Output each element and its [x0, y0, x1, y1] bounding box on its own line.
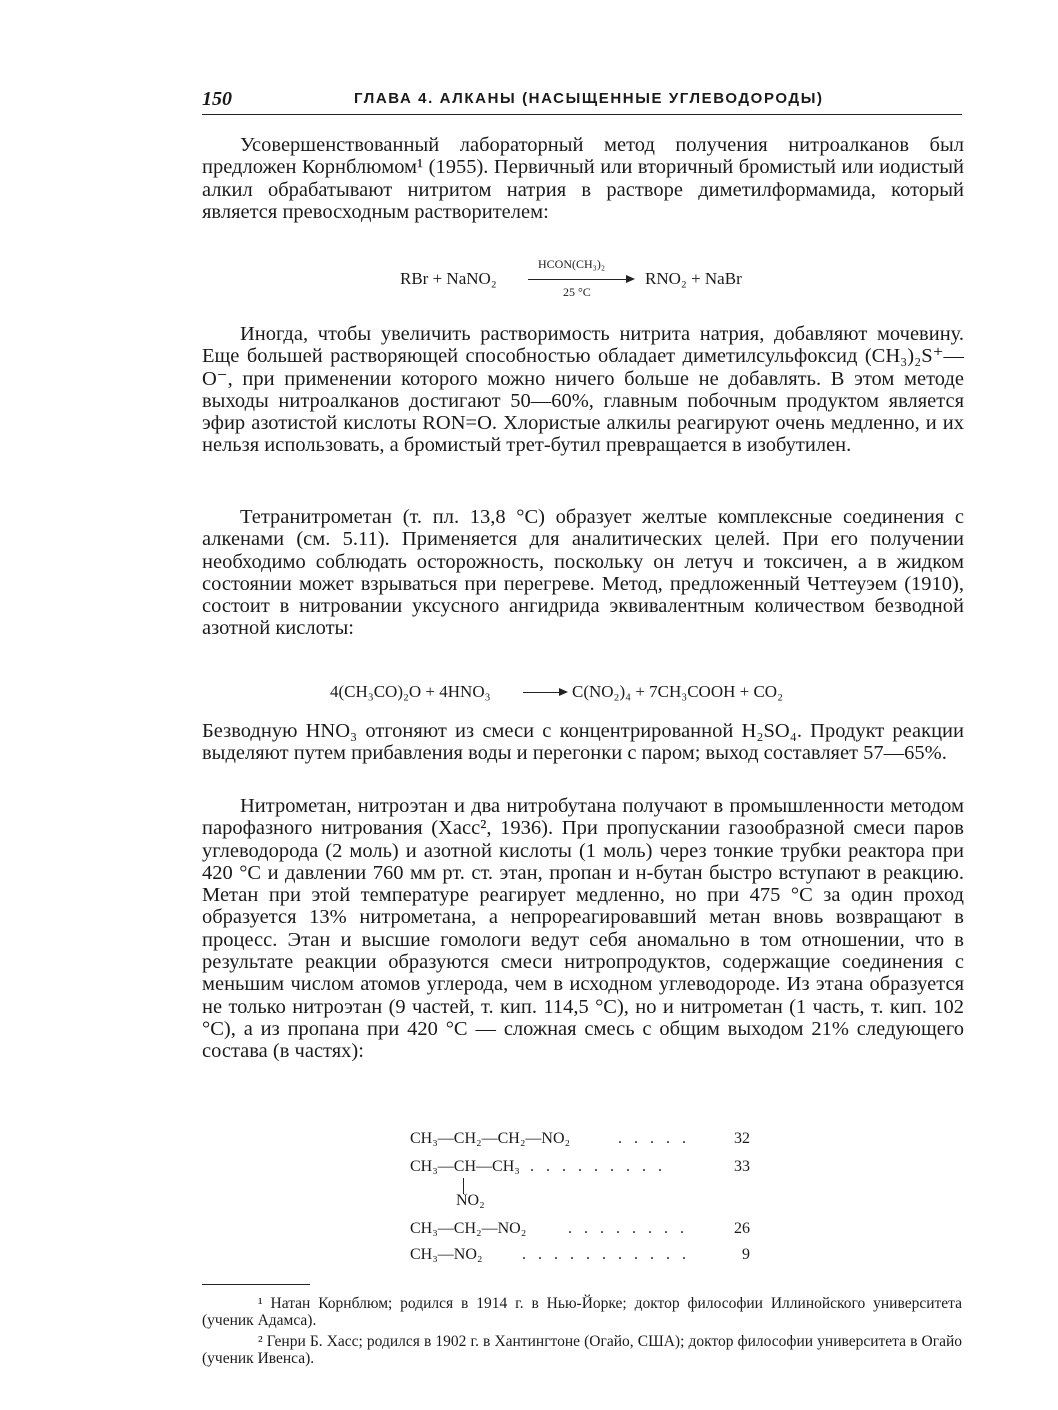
reaction-2-products: C(NO₂)₄ + 7CH₃COOH + CO₂ — [572, 682, 783, 701]
reaction-1-temperature: 25 °C — [563, 285, 591, 299]
table-row — [410, 1158, 750, 1178]
reaction-2-reactants: 4(CH₃CO)₂O + 4HNO₃ — [330, 682, 491, 701]
reaction-1-products: RNO₂ + NaBr — [645, 269, 742, 288]
leader-dots: . . . . . . . . . . . — [522, 1246, 690, 1263]
footnote-2: ² Генри Б. Хасс; родился в 1902 г. в Хантингтоне (Огайо, США); доктор философии университета в Огайо (ученик Ивенса). — [202, 1333, 962, 1367]
formula: CH₃—CH—CH₃ — [410, 1158, 520, 1175]
reaction-1-arrow — [528, 279, 626, 280]
leader-dots: . . . . . — [618, 1130, 690, 1147]
part-value: 26 — [734, 1220, 750, 1237]
footnote-divider — [202, 1284, 310, 1285]
part-value: 32 — [734, 1130, 750, 1147]
paragraph-5: Нитрометан, нитроэтан и два нитробутана получают в промышленности методом парофазного нитрования (Хасс², 1936). При пропускании газообразной смеси паров углеводорода (2 моль) и азотной кислоты (1 моль) через тонкие трубки реактора при 420 °C и давлении 760 мм рт. ст. этан, пропан и н-бутан быстро вступают в реакцию. Метан при этой температуре реагирует медленно, но при 475 °C за один проход образуется 13% нитрометана, а непрореагировавший метан вновь возвращают в процесс. Этан и высшие гомологи ведут себя аномально в том отношении, что в результате реакции образуются смеси нитропродуктов, содержащие соединения с меньшим числом атомов углерода, чем в исходном углеводороде. Из этана образуется не только нитроэтан (9 частей, т. кип. 114,5 °C), но и нитрометан (1 часть, т. кип. 102 °C), а из пропана при 420 °C — сложная смесь с общим выходом 21% следующего состава (в частях): — [202, 795, 964, 1063]
page-header — [202, 88, 962, 115]
arrow-head-icon — [559, 688, 568, 696]
table-row — [410, 1246, 750, 1266]
paragraph-4: Безводную HNO₃ отгоняют из смеси с концентрированной H₂SO₄. Продукт реакции выделяют путем прибавления воды и перегонки с паром; выход составляет 57—65%. — [202, 720, 964, 765]
paragraph-1: Усовершенствованный лабораторный метод получения нитроалканов был предложен Корнблюмом¹ (1955). Первичный или вторичный бромистый или иодистый алкил обрабатывают нитритом натрия в растворе диметилформамида, который является превосходным растворителем: — [202, 134, 964, 223]
formula: CH₃—CH₂—CH₂—NO₂ — [410, 1130, 571, 1147]
formula: CH₃—CH₂—NO₂ — [410, 1220, 527, 1237]
paragraph-2: Иногда, чтобы увеличить растворимость нитрита натрия, добавляют мочевину. Еще большей растворяющей способностью обладает диметилсульфоксид (CH₃)₂S⁺—O⁻, при применении которого можно ничего больше не добавлять. В этом методе выходы нитроалканов достигают 50—60%, главным побочным продуктом является эфир азотистой кислоты RON=O. Хлористые алкилы реагируют очень медленно, и их нельзя использовать, а бромистый трет-бутил превращается в изобутилен. — [202, 323, 964, 457]
reaction-2-arrow — [523, 692, 559, 693]
part-value: 33 — [734, 1158, 750, 1175]
branch-nitro-group: NO₂ — [456, 1192, 485, 1209]
leader-dots: . . . . . . . . — [568, 1220, 688, 1237]
paragraph-3: Тетранитрометан (т. пл. 13,8 °C) образует желтые комплексные соединения с алкенами (см. 5.11). Применяется для аналитических целей. При его получении необходимо соблюдать осторожность, поскольку он летуч и токсичен, а в жидком состоянии может взрываться при перегреве. Метод, предложенный Четтеуэем (1910), состоит в нитровании уксусного ангидрида эквивалентным количеством безводной азотной кислоты: — [202, 506, 964, 640]
leader-dots: . . . . . . . . . — [530, 1158, 666, 1175]
footnote-1: ¹ Натан Корнблюм; родился в 1914 г. в Нью-Йорке; доктор философии Иллинойского университета (ученик Адамса). — [202, 1295, 962, 1329]
reaction-1-reactants: RBr + NaNO₂ — [400, 269, 497, 288]
reaction-1-solvent: HCON(CH₃)₂ — [538, 257, 606, 271]
formula: CH₃—NO₂ — [410, 1246, 483, 1263]
table-row — [410, 1220, 750, 1240]
page-number: 150 — [202, 88, 232, 110]
table-row — [410, 1130, 750, 1150]
chapter-title: ГЛАВА 4. АЛКАНЫ (НАСЫЩЕННЫЕ УГЛЕВОДОРОДЫ) — [354, 90, 824, 107]
arrow-head-icon — [626, 275, 635, 283]
part-value: 9 — [742, 1246, 750, 1263]
